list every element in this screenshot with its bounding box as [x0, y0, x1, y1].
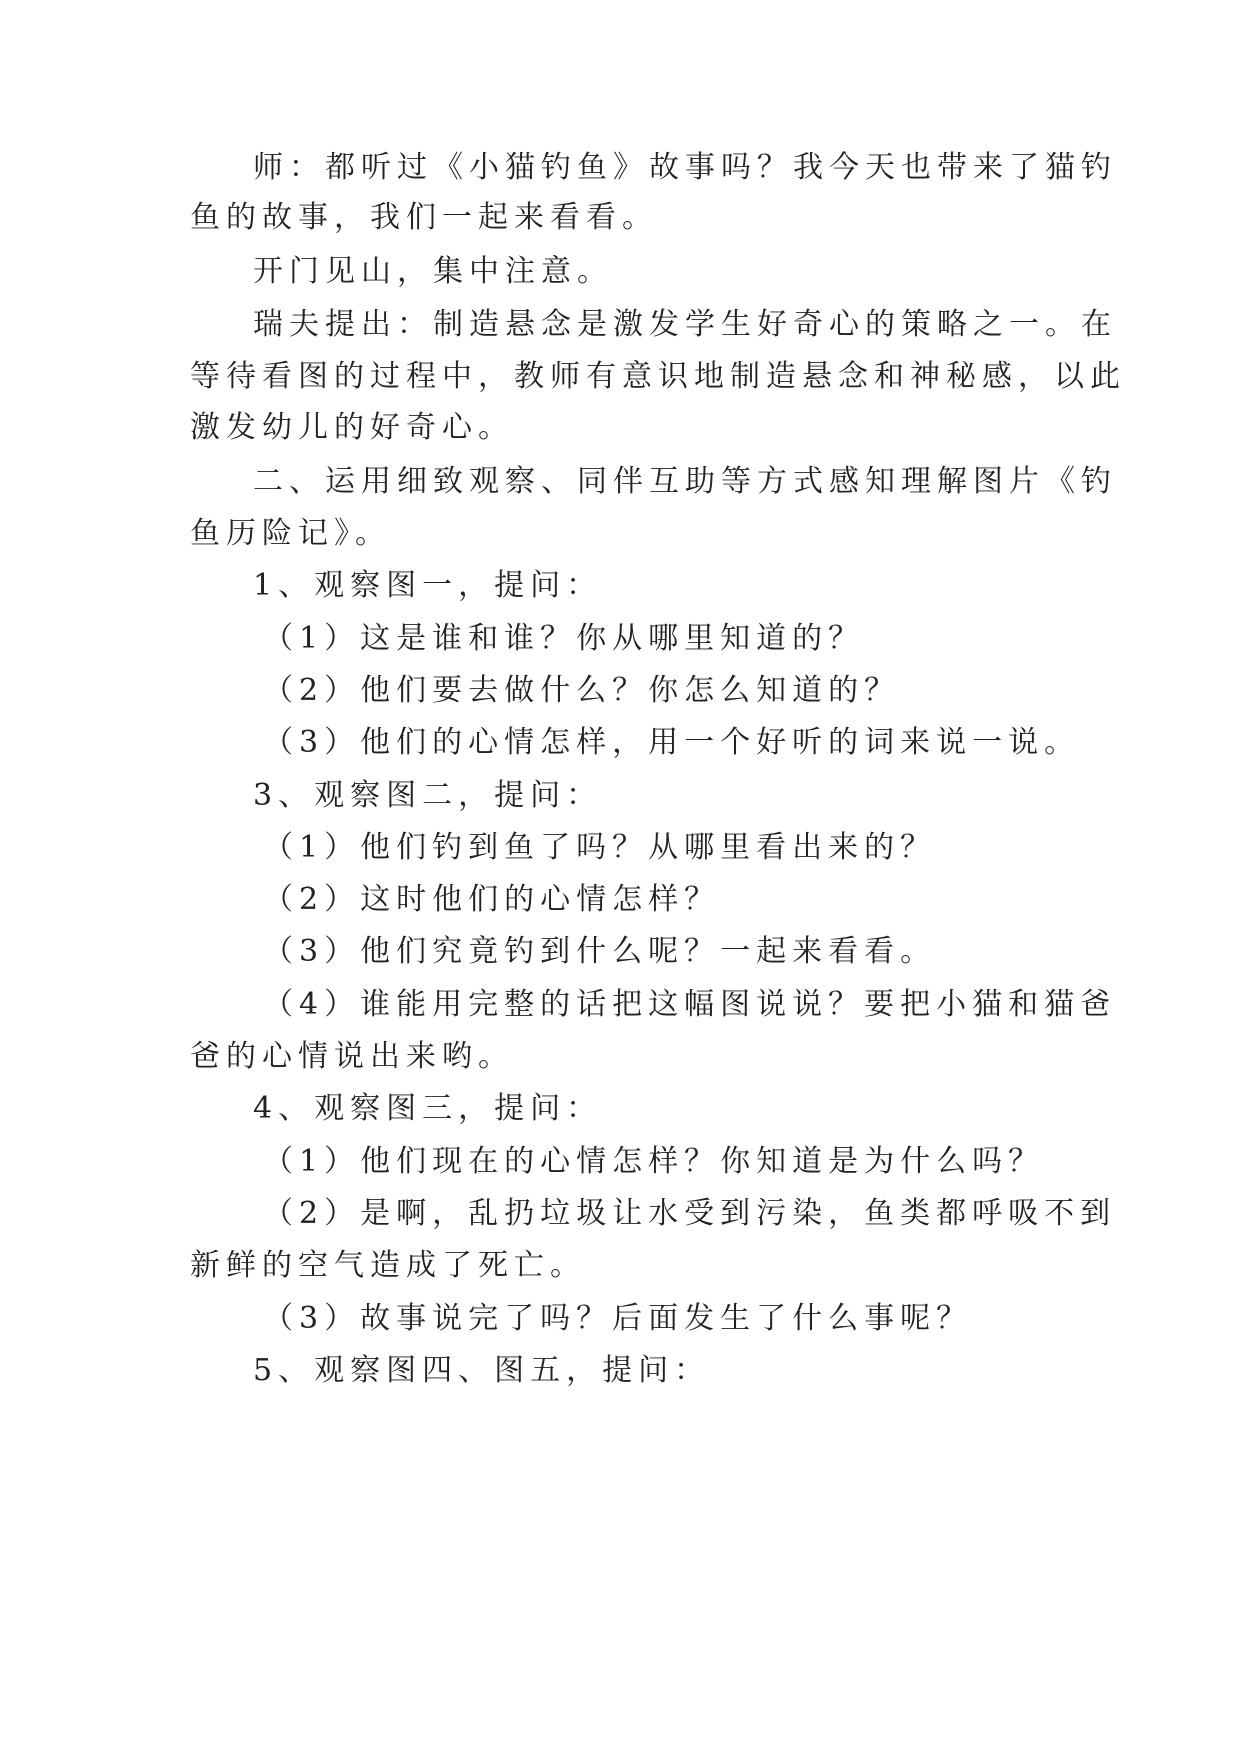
paragraph-line: （3）他们究竟钓到什么呢？一起来看看。 — [263, 934, 937, 969]
paragraph-line: （2）他们要去做什么？你怎么知道的？ — [263, 673, 901, 708]
paragraph-line: （2）这时他们的心情怎样？ — [263, 882, 721, 917]
paragraph-line: 师：都听过《小猫钓鱼》故事吗？我今天也带来了猫钓 — [253, 150, 1117, 185]
paragraph-line: （3）故事说完了吗？后面发生了什么事呢？ — [263, 1301, 973, 1336]
paragraph-line: 3、观察图二，提问： — [253, 778, 603, 813]
paragraph-line: （1）他们钓到鱼了吗？从哪里看出来的？ — [263, 830, 937, 865]
paragraph-line: 1、观察图一，提问： — [253, 568, 603, 603]
paragraph-line: 爸的心情说出来哟。 — [190, 1039, 514, 1074]
paragraph-line: 二、运用细致观察、同伴互助等方式感知理解图片《钓 — [253, 464, 1117, 499]
paragraph-line: （3）他们的心情怎样，用一个好听的词来说一说。 — [263, 725, 1081, 760]
paragraph-line: 瑞夫提出：制造悬念是激发学生好奇心的策略之一。在 — [253, 307, 1117, 342]
paragraph-line: （2）是啊，乱扔垃圾让水受到污染，鱼类都呼吸不到 — [263, 1196, 1117, 1231]
paragraph-line: （1）他们现在的心情怎样？你知道是为什么吗？ — [263, 1144, 1045, 1179]
paragraph-line: 4、观察图三，提问： — [253, 1091, 603, 1126]
paragraph-line: 开门见山，集中注意。 — [253, 254, 613, 289]
paragraph-line: 5、观察图四、图五，提问： — [253, 1353, 711, 1388]
paragraph-line: 鱼历险记》。 — [190, 516, 391, 551]
paragraph-line: （4）谁能用完整的话把这幅图说说？要把小猫和猫爸 — [263, 987, 1117, 1022]
paragraph-line: 激发幼儿的好奇心。 — [190, 410, 514, 445]
paragraph-line: 新鲜的空气造成了死亡。 — [190, 1248, 586, 1283]
paragraph-line: 鱼的故事，我们一起来看看。 — [190, 200, 658, 235]
paragraph-line: 等待看图的过程中，教师有意识地制造悬念和神秘感，以此 — [190, 359, 1126, 394]
paragraph-line: （1）这是谁和谁？你从哪里知道的？ — [263, 621, 865, 656]
